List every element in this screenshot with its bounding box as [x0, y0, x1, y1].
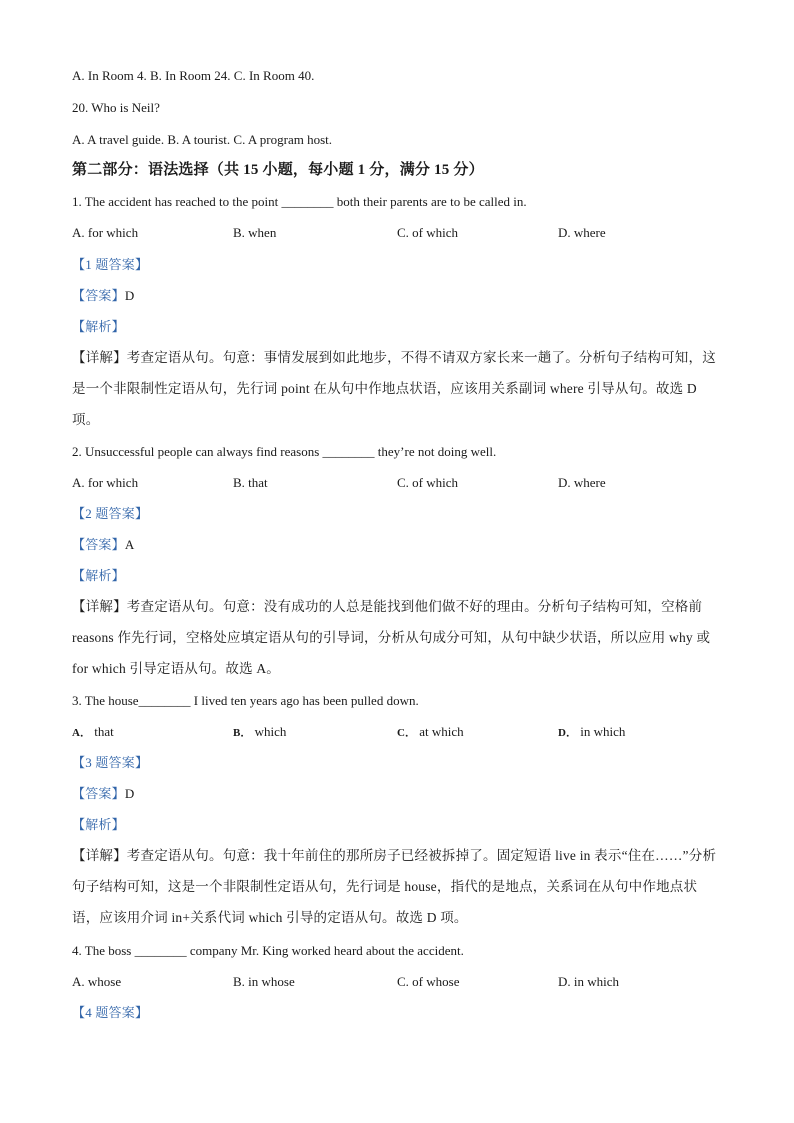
q2-options: [72, 475, 722, 491]
answer-value: D: [124, 288, 135, 303]
q3-option-c: [397, 724, 464, 741]
q4-stem: 4. The boss ________ company Mr. King worked heard about the accident.: [72, 943, 464, 958]
q4-option-d: D. in which: [558, 974, 620, 989]
q19-options: A. In Room 4. B. In Room 24. C. In Room 40.: [72, 68, 315, 83]
q3-answer-tag: 【3 题答案】: [72, 755, 149, 770]
q2-option-b: B. that: [233, 475, 268, 490]
q2-option-a: A. for which: [72, 475, 139, 490]
q1-answer: [72, 288, 134, 304]
q2-option-c: C. of which: [397, 475, 459, 490]
option-letter: C．: [397, 727, 416, 739]
answer-prefix: 【答案】: [72, 288, 125, 303]
q1-options: [72, 225, 722, 241]
answer-prefix: 【答案】: [72, 786, 125, 801]
q2-stem: 2. Unsuccessful people can always find reasons ________ they’re not doing well.: [72, 444, 497, 459]
q4-options: [72, 974, 722, 990]
q2-answer: [72, 537, 134, 553]
q1-detail: 【详解】考查定语从句。句意：事情发展到如此地步，不得不请双方家长来一趟了。分析句子结构可知，这是一个非限制性定语从句，先行词 point 在从句中作地点状语，应该用关系副词 where 引导从句。故选 D 项。: [72, 350, 716, 427]
q2-answer-tag: 【2 题答案】: [72, 506, 149, 521]
q3-analysis-label: 【解析】: [72, 817, 125, 832]
q3-option-d: [558, 724, 625, 741]
option-text: at which: [419, 724, 464, 739]
q1-option-d: D. where: [558, 225, 606, 240]
section-title: 第二部分：语法选择（共 15 小题，每小题 1 分，满分 15 分）: [72, 162, 484, 178]
q1-option-a: A. for which: [72, 225, 139, 240]
q1-option-c: C. of which: [397, 225, 459, 240]
q3-option-b: [233, 724, 286, 741]
answer-value: D: [124, 786, 135, 801]
q2-option-d: D. where: [558, 475, 606, 490]
q4-option-c: C. of whose: [397, 974, 460, 989]
q3-detail: 【详解】考查定语从句。句意：我十年前住的那所房子已经被拆掉了。固定短语 live in 表示“住在……”分析句子结构可知，这是一个非限制性定语从句，先行词是 house，指代的是地点，关系词在从句中作地点状语，应该用介词 in+关系代词 which 引导的定语从句。故选 D 项。: [72, 848, 717, 925]
option-text: in which: [580, 724, 626, 739]
q3-options: [72, 724, 722, 740]
option-letter: A．: [72, 727, 91, 739]
option-text: that: [94, 724, 114, 739]
q3-stem: 3. The house________ I lived ten years ago has been pulled down.: [72, 693, 419, 708]
q20-options: A. A travel guide. B. A tourist. C. A program host.: [72, 132, 332, 147]
option-text: which: [254, 724, 287, 739]
q4-option-b: B. in whose: [233, 974, 295, 989]
q4-option-a: A. whose: [72, 974, 122, 989]
q1-option-b: B. when: [233, 225, 277, 240]
q1-stem: 1. The accident has reached to the point ________ both their parents are to be called in.: [72, 194, 527, 209]
q1-answer-tag: 【1 题答案】: [72, 257, 149, 272]
q2-analysis-label: 【解析】: [72, 568, 125, 583]
q4-answer-tag: 【4 题答案】: [72, 1005, 149, 1020]
option-letter: D．: [558, 727, 577, 739]
option-letter: B．: [233, 727, 252, 739]
q20-question: 20. Who is Neil?: [72, 100, 160, 115]
q2-detail: 【详解】考查定语从句。句意：没有成功的人总是能找到他们做不好的理由。分析句子结构可知，空格前 reasons 作先行词，空格处应填定语从句的引导词，分析从句成分可知，从句中缺少状语，所以应用 why 或 for which 引导定语从句。故选 A。: [72, 599, 711, 676]
q3-option-a: [72, 724, 114, 741]
q1-analysis-label: 【解析】: [72, 319, 125, 334]
answer-value: A: [124, 537, 135, 552]
answer-prefix: 【答案】: [72, 537, 125, 552]
q3-answer: [72, 786, 134, 802]
